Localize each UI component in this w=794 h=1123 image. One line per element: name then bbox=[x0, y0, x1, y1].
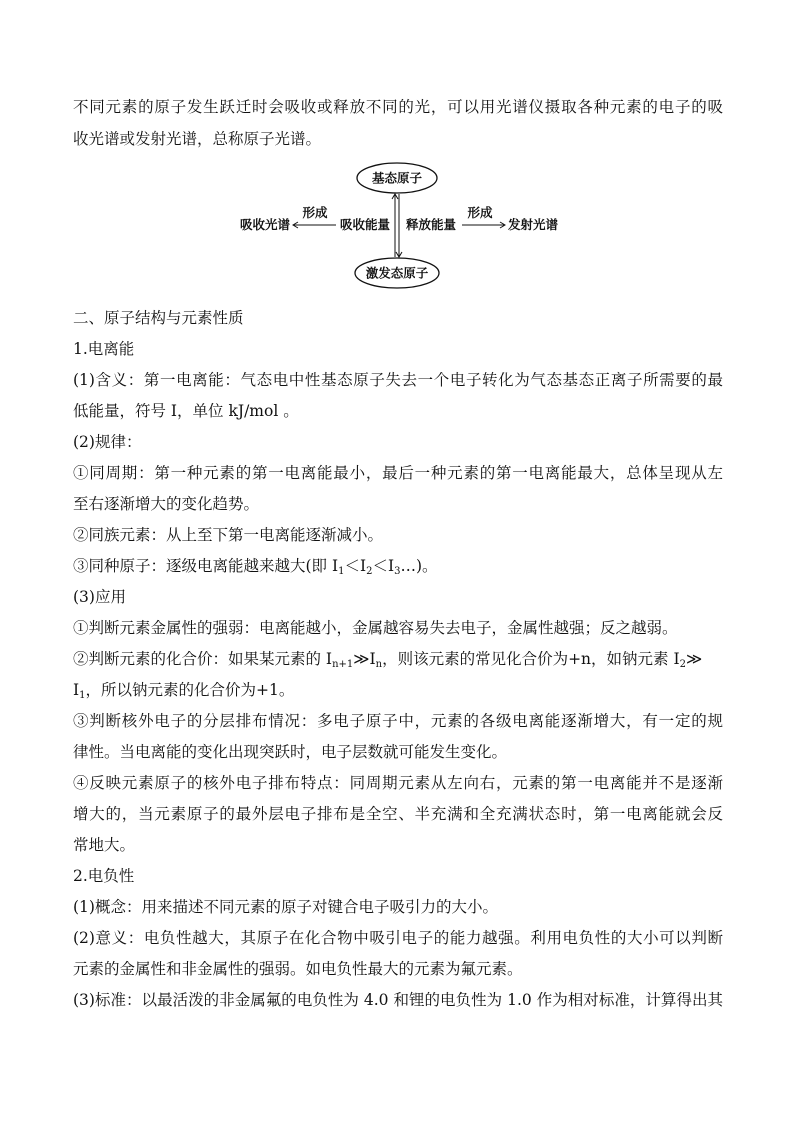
rule-3-text: ③同种原子：逐级电离能越来越大(即 I bbox=[73, 557, 339, 575]
section-heading: 二、原子结构与元素性质 bbox=[73, 309, 244, 327]
application-2-text: I bbox=[73, 681, 80, 699]
subscript: 1 bbox=[338, 566, 345, 577]
rules-heading: (2)规律： bbox=[73, 433, 142, 451]
rule-2: ②同族元素：从上至下第一电离能逐渐减小。 bbox=[73, 526, 384, 544]
right-form-label: 形成 bbox=[467, 205, 493, 220]
double-vertical-arrow bbox=[392, 194, 402, 257]
rule-3-text: ＜I bbox=[344, 557, 367, 575]
absorb-energy-label: 吸收能量 bbox=[339, 217, 390, 232]
subscript: 3 bbox=[394, 566, 401, 577]
atomic-spectrum-diagram bbox=[230, 160, 570, 290]
application-2-text: ≫I bbox=[353, 650, 376, 668]
subheading-ionization-energy: 1.电离能 bbox=[73, 340, 135, 358]
rule-1-line-1: ①同周期：第一种元素的第一电离能最小，最后一种元素的第一电离能最大，总体呈现从左 bbox=[73, 464, 723, 482]
application-2-text: ，所以钠元素的化合价为+1。 bbox=[85, 681, 295, 699]
application-3-line-2: 律性。当电离能的变化出现突跃时，电子层数就可能发生变化。 bbox=[73, 743, 508, 761]
application-1: ①判断元素金属性的强弱：电离能越小，金属越容易失去电子，金属性越强；反之越弱。 bbox=[73, 619, 678, 637]
application-heading: (3)应用 bbox=[73, 588, 126, 606]
application-4-line-1: ④反映元素原子的核外电子排布特点：同周期元素从左向右，元素的第一电离能并不是逐渐 bbox=[73, 774, 723, 792]
ground-state-label: 基态原子 bbox=[371, 170, 423, 186]
application-2-text: ②判断元素的化合价：如果某元素的 I bbox=[73, 650, 333, 668]
subscript: 2 bbox=[366, 566, 373, 577]
left-form-label: 形成 bbox=[302, 205, 328, 220]
application-2-line-2 bbox=[73, 680, 723, 700]
release-energy-label: 释放能量 bbox=[406, 217, 457, 232]
subscript: n bbox=[375, 659, 383, 670]
subheading-electronegativity: 2.电负性 bbox=[73, 867, 135, 885]
rule-3-text: …)。 bbox=[400, 557, 438, 575]
electronegativity-meaning-line-2: 元素的金属性和非金属性的强弱。如电负性最大的元素为氟元素。 bbox=[73, 960, 523, 978]
electronegativity-meaning-line-1: (2)意义：电负性越大，其原子在化合物中吸引电子的能力越强。利用电负性的大小可以判断 bbox=[73, 929, 723, 947]
application-4-line-2: 增大的，当元素原子的最外层电子排布是全空、半充满和全充满状态时，第一电离能就会反 bbox=[73, 805, 723, 823]
right-arrow bbox=[462, 222, 505, 228]
application-3-line-1: ③判断核外电子的分层排布情况：多电子原子中，元素的各级电离能逐渐增大，有一定的规 bbox=[73, 712, 723, 730]
intro-line-2: 收光谱或发射光谱，总称原子光谱。 bbox=[73, 130, 322, 148]
electronegativity-definition: (1)概念：用来描述不同元素的原子对键合电子吸引力的大小。 bbox=[73, 898, 498, 916]
definition-line-2: 低能量，符号 I，单位 kJ/mol 。 bbox=[73, 402, 299, 420]
rule-1-line-2: 至右逐渐增大的变化趋势。 bbox=[73, 495, 260, 513]
absorption-spectrum-label: 吸收光谱 bbox=[239, 217, 290, 232]
rule-3 bbox=[73, 556, 723, 576]
left-arrow bbox=[293, 222, 336, 228]
application-2-line-1 bbox=[73, 649, 723, 669]
application-2-text: ，则该元素的常见化合价为+n，如钠元素 I bbox=[382, 650, 680, 668]
subscript: n+1 bbox=[332, 659, 354, 670]
application-4-line-3: 常地大。 bbox=[73, 836, 136, 854]
electronegativity-standard-line-1: (3)标准：以最活泼的非金属氟的电负性为 4.0 和锂的电负性为 1.0 作为相对标准，计算得出其 bbox=[73, 991, 723, 1009]
application-2-text: ≫ bbox=[685, 650, 703, 668]
emission-spectrum-label: 发射光谱 bbox=[508, 217, 559, 232]
rule-3-text: ＜I bbox=[372, 557, 395, 575]
excited-state-label: 激发态原子 bbox=[365, 265, 429, 281]
subscript: 1 bbox=[79, 690, 86, 701]
intro-line-1: 不同元素的原子发生跃迁时会吸收或释放不同的光，可以用光谱仪摄取各种元素的电子的吸 bbox=[73, 98, 723, 116]
definition-line-1: (1)含义：第一电离能：气态电中性基态原子失去一个电子转化为气态基态正离子所需要的最 bbox=[73, 371, 723, 389]
subscript: 2 bbox=[679, 659, 686, 670]
